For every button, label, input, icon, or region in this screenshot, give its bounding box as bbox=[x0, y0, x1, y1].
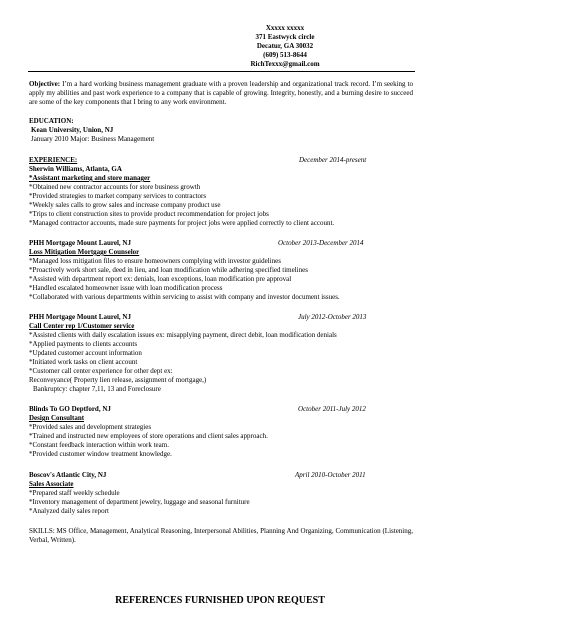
job-bullet: *Managed contractor accounts, made sure payments for project jobs were applied correctly to client account. bbox=[29, 219, 335, 227]
skills-paragraph: SKILLS: MS Office, Management, Analytical Reasoning, Interpersonal Abilities, Planning And Organizing, Communication (Listening, Verbal, Written). bbox=[29, 527, 413, 544]
job-bullet: *Proactively work short sale, deed in lieu, and loan modification while adhering specified timelines bbox=[29, 266, 308, 274]
job-bullet: Bankruptcy: chapter 7,11, 13 and Foreclosure bbox=[33, 385, 161, 393]
job-bullet: *Obtained new contractor accounts for store business growth bbox=[29, 183, 201, 191]
job-dates: April 2010-October 2011 bbox=[295, 471, 366, 479]
objective-paragraph bbox=[29, 80, 413, 107]
job-title: Loss Mitigation Mortgage Counselor bbox=[29, 248, 140, 256]
job-bullet: *Applied payments to clients accounts bbox=[29, 340, 138, 348]
education-school: Kean University, Union, NJ bbox=[31, 126, 114, 134]
job-bullet: *Constant feedback interaction within work team. bbox=[29, 441, 169, 449]
city-line: Decatur, GA 30032 bbox=[256, 42, 314, 50]
job-bullet: *Provided strategies to market company services to contractors bbox=[29, 192, 207, 200]
job-company: PHH Mortgage Mount Laurel, NJ bbox=[29, 313, 131, 321]
job-bullet: Reconveyance( Property lien release, assignment of mortgage,) bbox=[29, 376, 207, 384]
job-company: Sherwin Williams, Atlanta, GA bbox=[29, 165, 122, 173]
job-bullet: *Initiated work tasks on client account bbox=[29, 358, 138, 366]
job-bullet: *Assisted clients with daily escalation issues ex: misapplying payment, direct debit, loan modification denials bbox=[29, 331, 337, 339]
job-dates: July 2012-October 2013 bbox=[298, 313, 367, 321]
job-title: Sales Associate bbox=[29, 480, 74, 488]
applicant-name: Xxxxx xxxxx bbox=[265, 24, 305, 32]
job-dates: December 2014-present bbox=[299, 156, 367, 164]
job-bullet: *Handled escalated homeowner issue with loan modification process bbox=[29, 284, 223, 292]
address-line: 371 Eastwyck circle bbox=[255, 33, 315, 41]
job-bullet: *Trained and instructed new employees of store operations and client sales approach. bbox=[29, 432, 268, 440]
job-title: *Assistant marketing and store manager bbox=[29, 174, 151, 182]
job-company: PHH Mortgage Mount Laurel, NJ bbox=[29, 239, 131, 247]
job-bullet: *Analyzed daily sales report bbox=[29, 507, 109, 515]
job-bullet: *Inventory management of department jewelry, luggage and seasonal furniture bbox=[29, 498, 250, 506]
job-title: Call Center rep 1/Customer service bbox=[29, 322, 135, 330]
references-note: REFERENCES FURNISHED UPON REQUEST bbox=[115, 595, 325, 606]
job-dates: October 2011-July 2012 bbox=[298, 405, 366, 413]
experience-heading: EXPERIENCE: bbox=[29, 156, 78, 164]
header-divider bbox=[28, 71, 415, 72]
job-bullet: *Updated customer account information bbox=[29, 349, 142, 357]
job-dates: October 2013-December 2014 bbox=[278, 239, 364, 247]
job-bullet: *Provided sales and development strategies bbox=[29, 423, 152, 431]
education-heading: EDUCATION: bbox=[29, 117, 74, 125]
objective-label: Objective: bbox=[29, 80, 61, 88]
job-bullet: *Weekly sales calls to grow sales and increase company product use bbox=[29, 201, 221, 209]
job-bullet: *Collaborated with various departments within servicing to assist with company and investor document issues. bbox=[29, 293, 340, 301]
job-bullet: *Trips to client construction sites to provide product recommendation for project jobs bbox=[29, 210, 269, 218]
email-line: RichTexxx@gmail.com bbox=[250, 60, 320, 68]
education-detail: January 2010 Major: Business Management bbox=[31, 135, 155, 143]
job-bullet: *Customer call center experience for other dept ex: bbox=[29, 367, 173, 375]
job-bullet: *Prepared staff weekly schedule bbox=[29, 489, 120, 497]
job-title: Design Consultant bbox=[29, 414, 85, 422]
job-bullet: *Assisted with department report ex: denials, loan exceptions, loan modification pre approval bbox=[29, 275, 292, 283]
job-bullet: *Provided customer window treatment knowledge. bbox=[29, 450, 172, 458]
job-company: Boscov's Atlantic City, NJ bbox=[29, 471, 107, 479]
phone-line: (609) 513-8644 bbox=[263, 51, 307, 59]
objective-text: I’m a hard working business management graduate with a proven leadership and organizational track record. I’m seeking to apply my abilities and past work experience to a company that is capable of growing. Integrity, honestly, and a burning desire to succeed are some of the key components that I bring to any work environment. bbox=[29, 80, 413, 106]
job-bullet: *Managed loss mitigation files to ensure homeowners complying with investor guidelines bbox=[29, 257, 281, 265]
job-company: Blinds To GO Deptford, NJ bbox=[29, 405, 111, 413]
